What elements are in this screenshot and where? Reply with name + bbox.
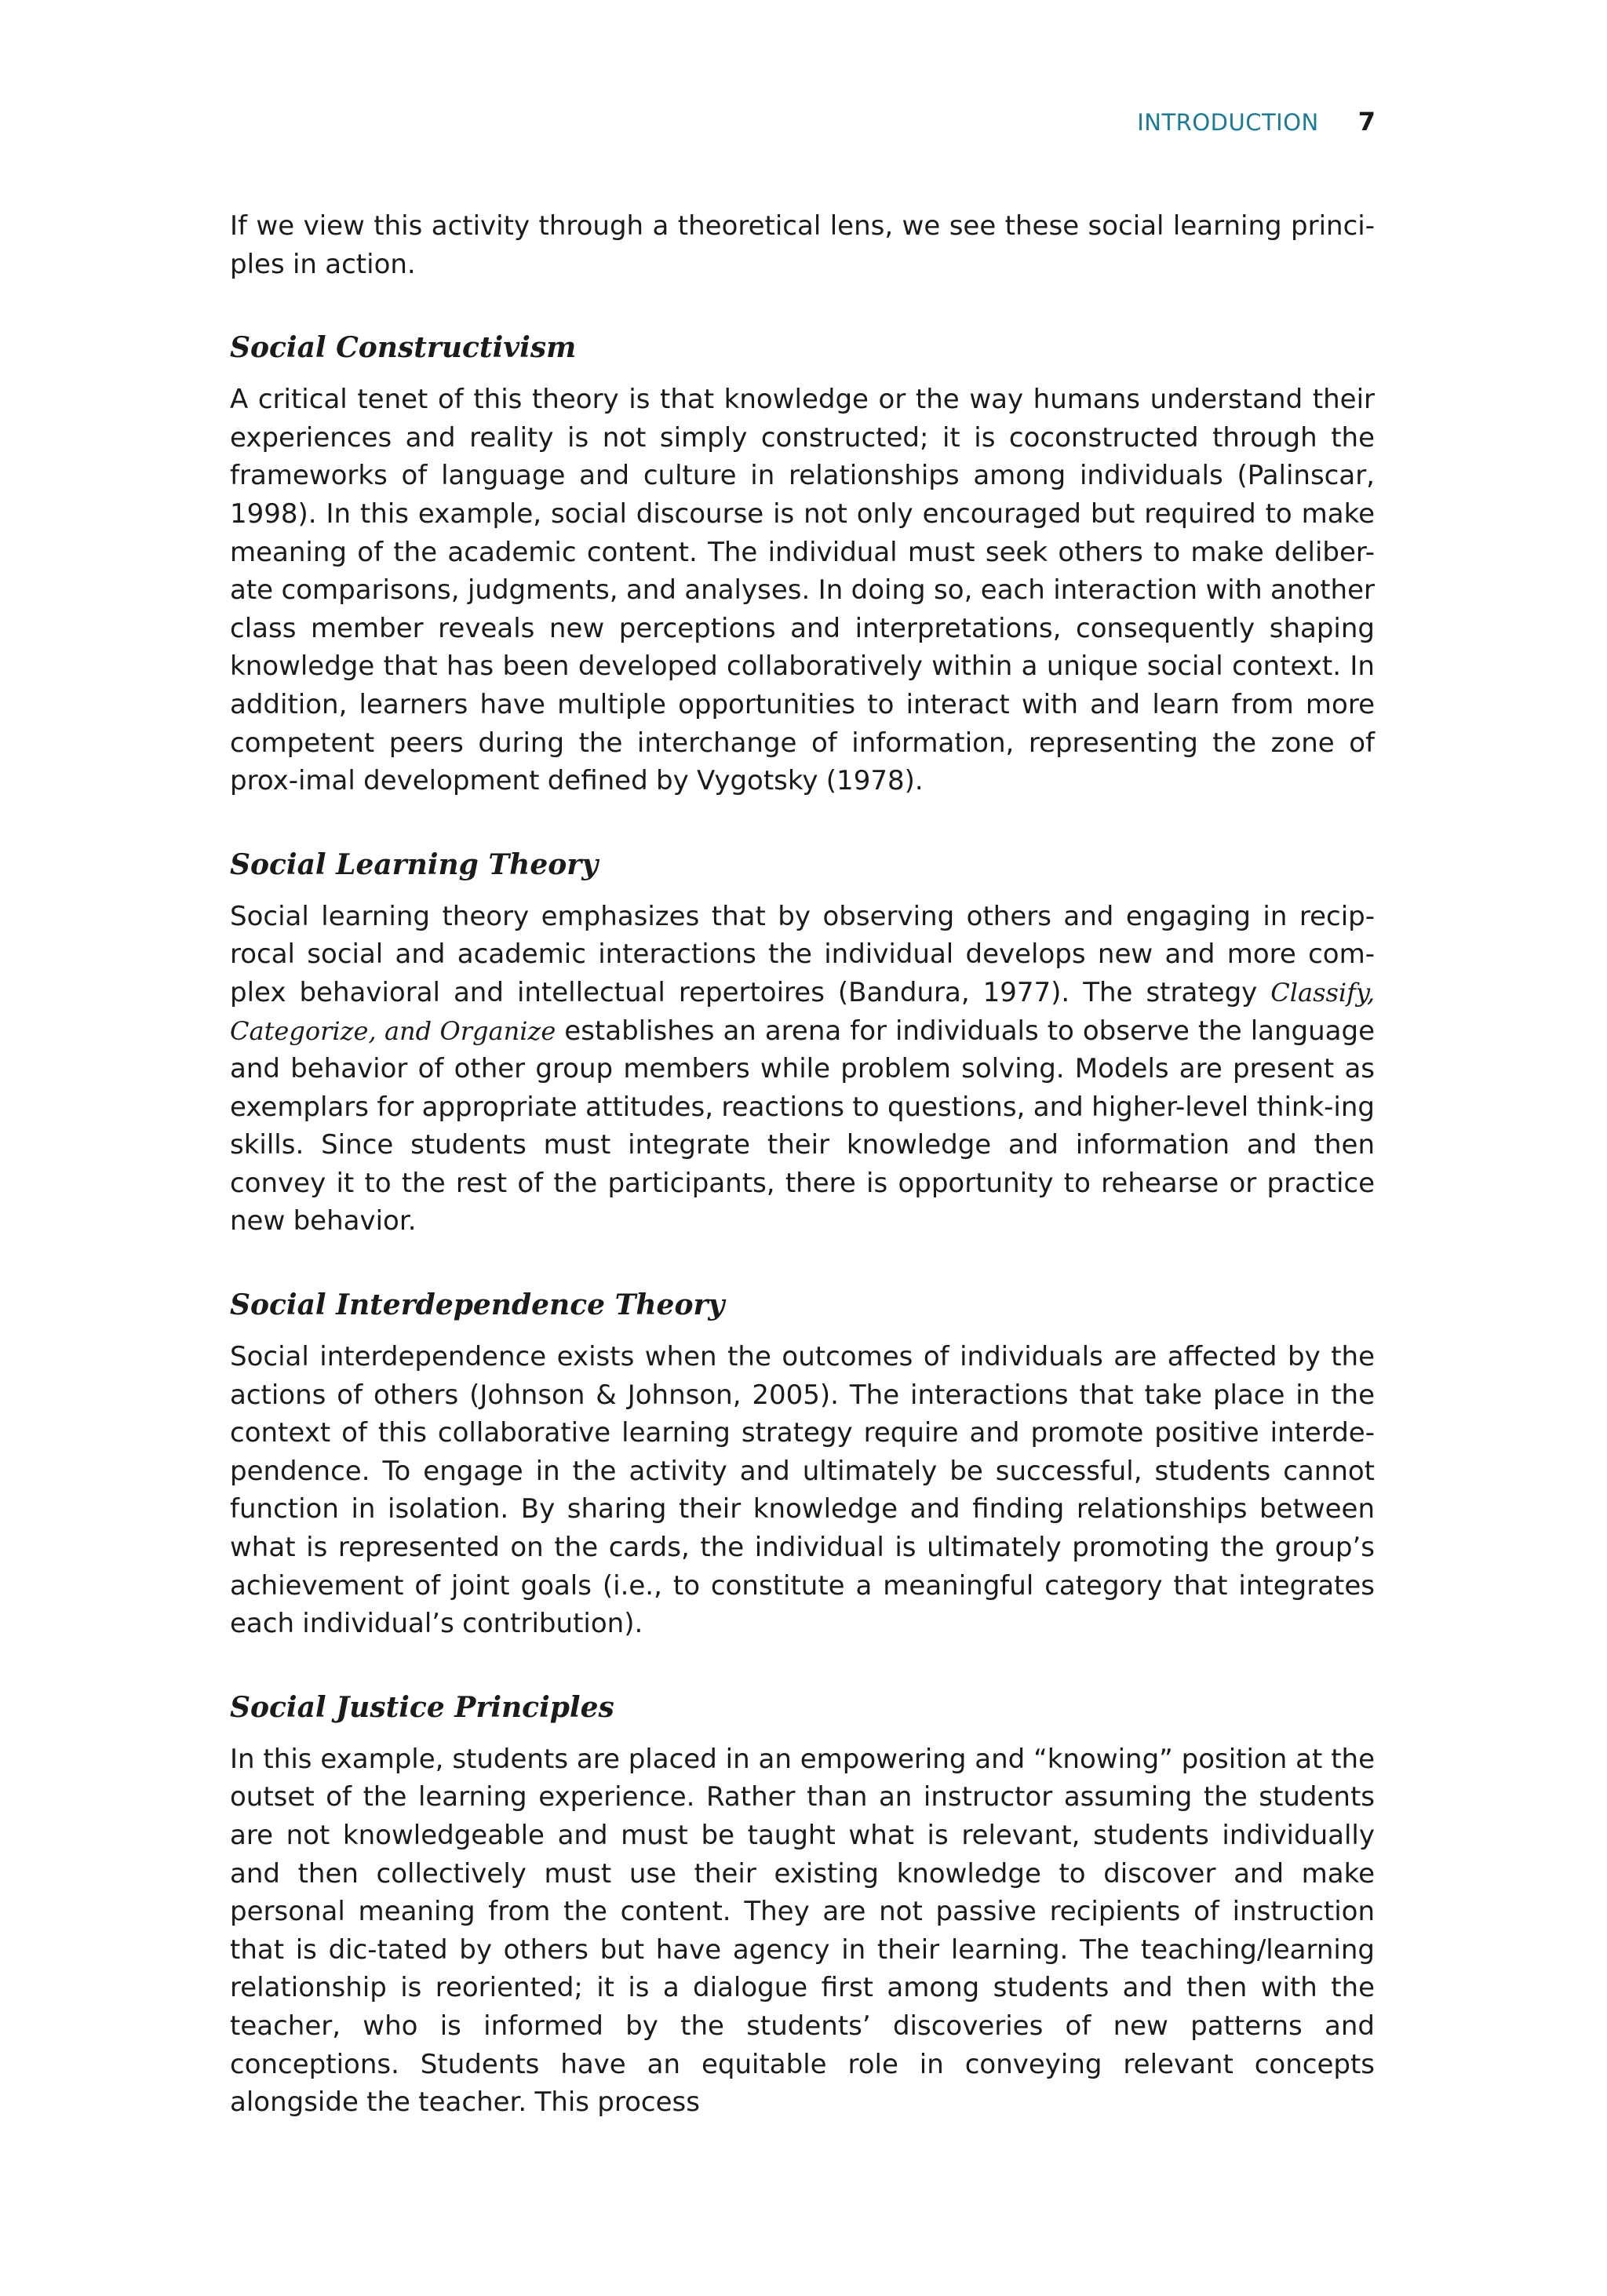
paragraph-social-justice-principles: In this example, students are placed in an empowering and “knowing” position at the outset of the learning experience. Rather than an instructor assuming the students are not knowledgeable and must be taught what is relevant, students individually and then collectively must use their existing knowledge to discover and make personal meaning from the content. They are not passive recipients of instruction that is dic-tated by others but have agency in their learning. The teaching/learning relationship is reoriented; it is a dialogue first among students and then with the teacher, who is informed by the students’ discoveries of new patterns and conceptions. Students have an equitable role in conveying relevant concepts alongside the teacher. This process (230, 1743, 1375, 2119)
paragraph-text: Social learning theory emphasizes that by observing others and engaging in recip-rocal social and academic interactions the individual develops new and more com-plex behavioral and intellectual repertoires (Bandura, 1977). The strategy (230, 900, 1375, 1008)
running-head (1137, 107, 1376, 137)
paragraph-social-constructivism: A critical tenet of this theory is that knowledge or the way humans understand their experiences and reality is not simply constructed; it is coconstructed through the frameworks of language and culture in relationships among individuals (Palinscar, 1998). In this example, social discourse is not only encouraged but required to make meaning of the academic content. The individual must seek others to make deliber-ate comparisons, judgments, and analyses. In doing so, each interaction with another class member reveals new perceptions and interpretations, consequently shaping knowledge that has been developed collaboratively within a unique social context. In addition, learners have multiple opportunities to interact with and learn from more competent peers during the interchange of information, representing the zone of prox-imal development defined by Vygotsky (1978). (230, 384, 1375, 797)
heading-social-justice-principles: Social Justice Principles (230, 1690, 614, 1724)
heading-social-interdependence-theory: Social Interdependence Theory (230, 1288, 725, 1322)
paragraph-text: establishes an arena for individuals to observe the language and behavior of other group members while problem solving. Models are present as exemplars for appropriate attitudes, reactions to questions, and higher-level think-ing skills. Since students must integrate their knowledge and information and then convey it to the rest of the participants, there is opportunity to rehearse or practice new behavior. (230, 1015, 1375, 1237)
heading-social-learning-theory: Social Learning Theory (230, 847, 599, 881)
body-text (230, 207, 1375, 2122)
running-head-section: INTRODUCTION (1137, 109, 1319, 136)
paragraph-social-learning-theory (230, 898, 1375, 1241)
heading-social-constructivism: Social Constructivism (230, 331, 577, 365)
page-number: 7 (1357, 107, 1376, 137)
intro-paragraph: If we view this activity through a theoretical lens, we see these social learning princi-ples in action. (230, 210, 1375, 280)
paragraph-social-interdependence-theory: Social interdependence exists when the outcomes of individuals are affected by the actions of others (Johnson & Johnson, 2005). The interactions that take place in the context of this collaborative learning strategy require and promote positive interde-pendence. To engage in the activity and ultimately be successful, students cannot function in isolation. By sharing their knowledge and finding relationships between what is represented on the cards, the individual is ultimately promoting the group’s achievement of joint goals (i.e., to constitute a meaningful category that integrates each individual’s contribution). (230, 1341, 1375, 1640)
strategy-title: Classify, Categorize, and Organize (230, 977, 1375, 1046)
